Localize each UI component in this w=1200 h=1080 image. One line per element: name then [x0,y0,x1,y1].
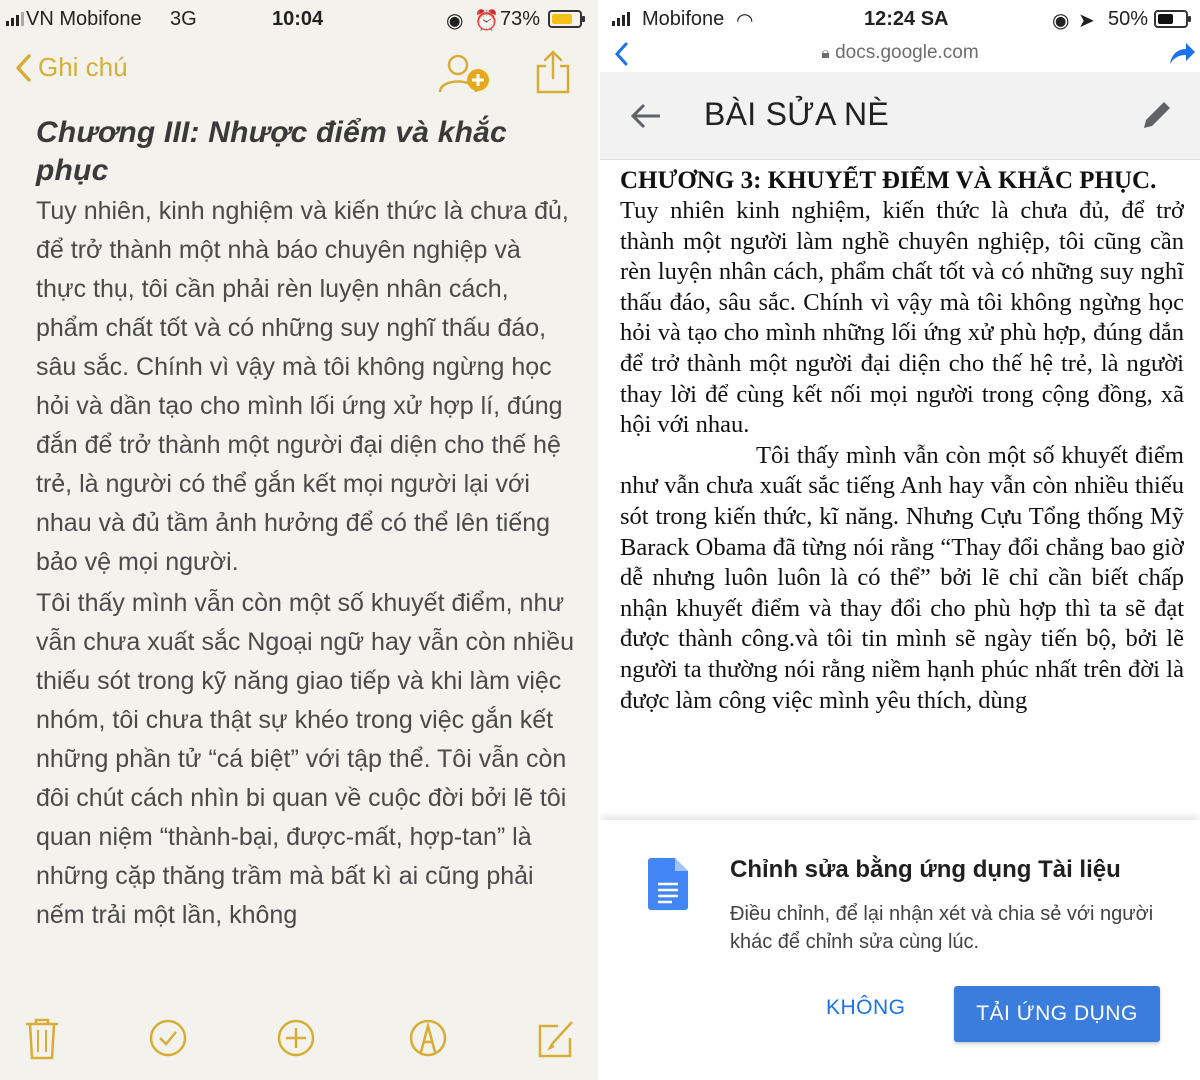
url-text: docs.google.com [835,42,979,63]
back-button[interactable] [14,52,128,83]
markup-icon[interactable] [408,1016,448,1060]
clock: 12:24 SA [864,8,949,30]
document-paragraph: Tôi thấy mình vẫn còn một số khuyết điểm như vẫn chưa xuất sắc tiếng Anh hay vẫn còn nhiều thiếu sót trong kiến thức, kĩ năng. Nhưng Cựu Tổng thống Mỹ Barack Obama đã từng nói rằng “Thay đổi chẳng bao giờ dễ nhưng luôn luôn là có thể” bởi lẽ chỉ cần biết chấp nhận khuyết điểm và thay đổi cho phù hợp thì ta sẽ đạt được thành công.và tôi tin mình sẽ ngày tiến bộ, bởi lẽ người ta thường nói rằng niềm hạnh phúc nhất trên đời là được làm công việc mình yêu thích, dùng [620,441,1184,714]
chevron-left-icon [14,53,32,83]
add-icon[interactable] [276,1016,316,1060]
battery-icon [1154,10,1188,28]
battery-percent: 73% [500,8,541,30]
get-app-button[interactable]: TẢI ỨNG DỤNG [954,986,1160,1042]
open-in-app-sheet [600,820,1200,1080]
status-bar [600,0,1200,40]
alarm-icon: ⏰ [474,10,499,32]
docs-app-bar [600,72,1200,160]
document-body [620,166,1184,820]
compose-icon[interactable] [536,1016,576,1060]
back-label: Ghi chú [38,52,128,82]
browser-url-bar[interactable] [600,36,1200,72]
arrow-back-icon[interactable] [630,102,662,130]
docs-app-icon [648,858,688,910]
orientation-lock-icon: ◉ [1052,10,1070,32]
battery-percent: 50% [1108,8,1149,30]
note-title: Chương III: Nhược điểm và khắc phục [36,116,507,187]
document-heading: CHƯƠNG 3: KHUYẾT ĐIỂM VÀ KHẮC PHỤC. [620,167,1157,194]
edit-pencil-icon[interactable] [1140,98,1174,132]
network-label: 3G [170,8,197,30]
docs-screen [600,0,1200,1080]
document-paragraph: Tuy nhiên kinh nghiệm, kiến thức là chưa đủ, để trở thành một người làm nghề chuyên nghiệp, tôi cũng cần rèn luyện nhân cách, phẩm chất tốt và có những suy nghĩ thấu đáo, sâu sắc. Chính vì vậy mà tôi không ngừng học hỏi và tạo cho mình những lối ứng xử phù hợp, đúng dắn để trở thành một người đại diện cho thế hệ trẻ, là người thay lời để cùng kết nối mọi người trong cộng đồng, xã hội với nhau. [620,197,1184,439]
orientation-lock-icon: ◉ [446,10,464,32]
note-body[interactable] [36,114,576,935]
note-paragraph: Tuy nhiên, kinh nghiệm và kiến thức là chưa đủ, để trở thành một nhà báo chuyên nghiệp và thực thụ, tôi cần phải rèn luyện nhân cách, phẩm chất tốt và có những suy nghĩ thấu đáo, sâu sắc. Chính vì vậy mà tôi không ngừng học hỏi và dần tạo cho mình lối ứng xử hợp lí, đúng đắn để trở thành một người đại diện cho thế hệ trẻ, là người có thể gắn kết mọi người lại với nhau và đủ tầm ảnh hưởng để có thể lên tiếng bảo vệ mọi người. [36,197,569,576]
wifi-icon: ◠ [736,10,754,32]
status-bar [0,0,598,40]
clock: 10:04 [272,8,324,30]
signal-icon [612,12,630,26]
url-field[interactable] [600,42,1200,64]
add-person-icon[interactable] [436,50,494,96]
dismiss-button[interactable]: KHÔNG [826,996,906,1019]
lock-icon: 🔒︎ [821,45,830,62]
sheet-title: Chỉnh sửa bằng ứng dụng Tài liệu [730,856,1121,883]
notes-screen [0,0,598,1080]
checklist-icon[interactable] [148,1016,188,1060]
browser-forward-icon[interactable] [1168,40,1196,66]
trash-icon[interactable] [22,1016,62,1060]
carrier-label: VN Mobifone [26,8,142,30]
sheet-description: Điều chỉnh, để lại nhận xét và chia sẻ với người khác để chỉnh sửa cùng lúc. [730,903,1154,953]
document-title: BÀI SỬA NÈ [704,96,890,132]
share-icon[interactable] [534,48,572,96]
location-icon: ➤ [1078,10,1095,32]
battery-icon [548,10,582,28]
note-paragraph: Tôi thấy mình vẫn còn một số khuyết điểm, như vẫn chưa xuất sắc Ngoại ngữ hay vẫn còn nhiều thiếu sót trong kỹ năng giao tiếp và khi làm việc nhóm, tôi chưa thật sự khéo trong việc gắn kết những phần tử “cá biệt” với tập thể. Tôi vẫn còn đôi chút cách nhìn bi quan về cuộc đời bởi lẽ tôi quan niệm “thành-bại, được-mất, hợp-tan” là những cặp thăng trầm mà bất kì ai cũng phải nếm trải một lần, không [36,589,574,929]
carrier-label: Mobifone [642,8,725,30]
signal-icon [6,12,24,26]
